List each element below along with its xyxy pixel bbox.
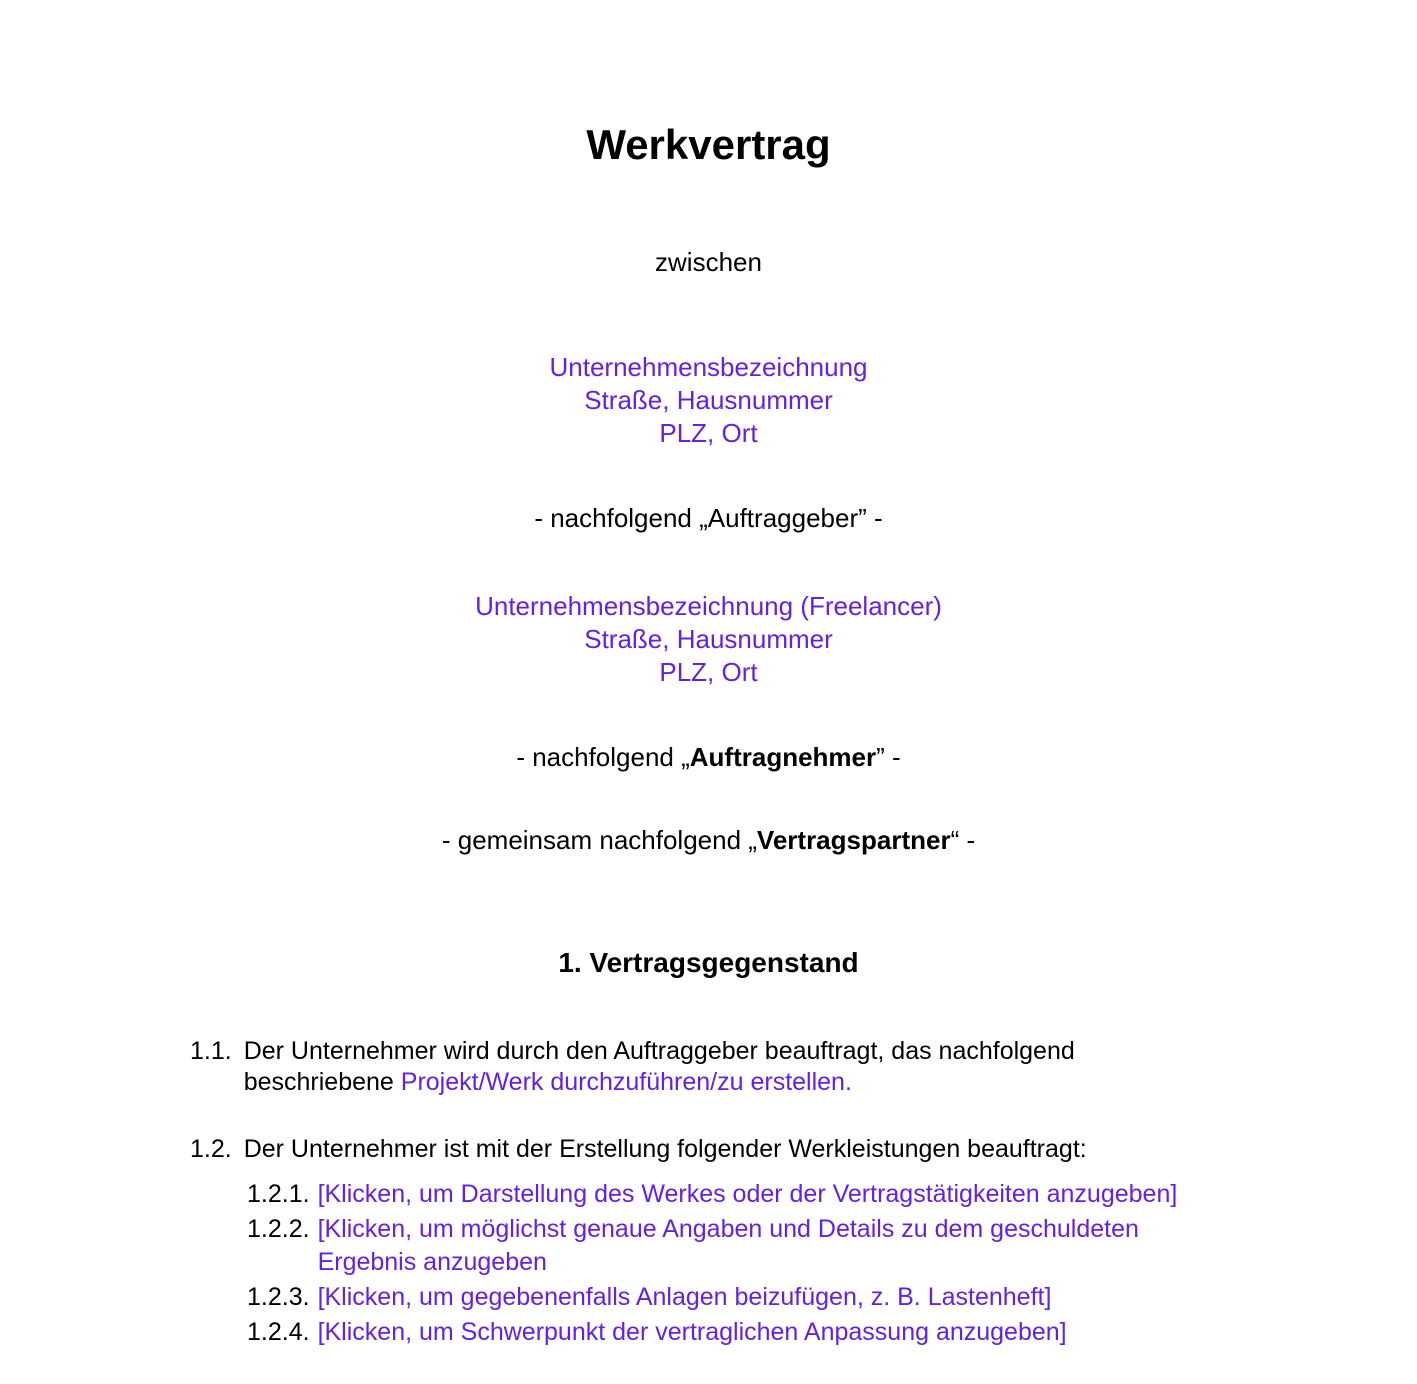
section-1-heading: 1. Vertragsgegenstand — [558, 947, 859, 978]
contractor-designation-prefix: - nachfolgend „ — [516, 742, 690, 772]
contractor-address-block — [0, 590, 1417, 689]
clause-1-2-text: Der Unternehmer ist mit der Erstellung folgender Werkleistungen beauftragt: — [243, 1135, 1087, 1163]
client-designation-term: Auftraggeber — [707, 503, 859, 533]
contractor-city-placeholder[interactable]: PLZ, Ort — [659, 657, 758, 687]
client-street-placeholder[interactable]: Straße, Hausnummer — [584, 385, 833, 415]
client-city-placeholder[interactable]: PLZ, Ort — [659, 418, 758, 448]
clause-1-2-sublist — [0, 1178, 1417, 1349]
contractor-street-placeholder[interactable]: Straße, Hausnummer — [584, 624, 833, 654]
clause-1-2 — [0, 1134, 1417, 1165]
project-placeholder[interactable]: Projekt/Werk durchzuführen/zu erstellen. — [400, 1068, 852, 1096]
subclause-1-2-4 — [247, 1316, 1417, 1349]
contractor-designation-suffix: ” - — [876, 742, 901, 772]
joint-designation-prefix: - gemeinsam nachfolgend „ — [441, 825, 757, 855]
document-title: Werkvertrag — [586, 121, 831, 168]
subclause-1-2-3-placeholder[interactable]: [Klicken, um gegebenenfalls Anlagen beizufügen, z. B. Lastenheft] — [317, 1283, 1052, 1311]
clause-1-1 — [0, 1036, 1417, 1098]
contractor-designation-line — [0, 741, 1417, 774]
client-designation-prefix: - nachfolgend „ — [534, 503, 708, 533]
clause-1-1-text — [244, 1036, 1124, 1098]
subclause-1-2-1-placeholder[interactable]: [Klicken, um Darstellung des Werkes oder der Vertragstätigkeiten anzugeben] — [317, 1180, 1178, 1208]
clause-1-2-number: 1.2. — [190, 1135, 232, 1163]
subclause-1-2-4-placeholder[interactable]: [Klicken, um Schwerpunkt der vertraglichen Anpassung anzugeben] — [317, 1318, 1067, 1346]
joint-designation-line — [0, 824, 1417, 857]
between-label: zwischen — [655, 247, 762, 277]
contractor-company-placeholder[interactable]: Unternehmensbezeichnung (Freelancer) — [475, 591, 942, 621]
subclause-1-2-1-number: 1.2.1. — [247, 1180, 310, 1208]
client-company-placeholder[interactable]: Unternehmensbezeichnung — [549, 352, 868, 382]
client-designation-suffix: ” - — [858, 503, 883, 533]
subclause-1-2-3-number: 1.2.3. — [247, 1283, 310, 1311]
client-designation-line — [0, 502, 1417, 535]
subclause-1-2-2-placeholder[interactable]: [Klicken, um möglichst genaue Angaben und Details zu dem geschuldeten Ergebnis anzugeben — [317, 1215, 1139, 1276]
subclause-1-2-2-number: 1.2.2. — [247, 1215, 310, 1243]
subclause-1-2-2 — [247, 1213, 1417, 1279]
subclause-1-2-4-number: 1.2.4. — [247, 1318, 310, 1346]
client-address-block — [0, 351, 1417, 450]
contractor-designation-term: Auftragnehmer — [689, 742, 877, 772]
clause-1-1-number: 1.1. — [190, 1037, 232, 1065]
joint-designation-term: Vertragspartner — [756, 825, 951, 855]
joint-designation-suffix: “ - — [950, 825, 976, 855]
subclause-1-2-1 — [247, 1178, 1417, 1211]
subclause-1-2-3 — [247, 1281, 1417, 1314]
clause-1-1-static-text: Der Unternehmer wird durch den Auftraggeber beauftragt, das nachfolgend beschriebene — [243, 1037, 1075, 1096]
